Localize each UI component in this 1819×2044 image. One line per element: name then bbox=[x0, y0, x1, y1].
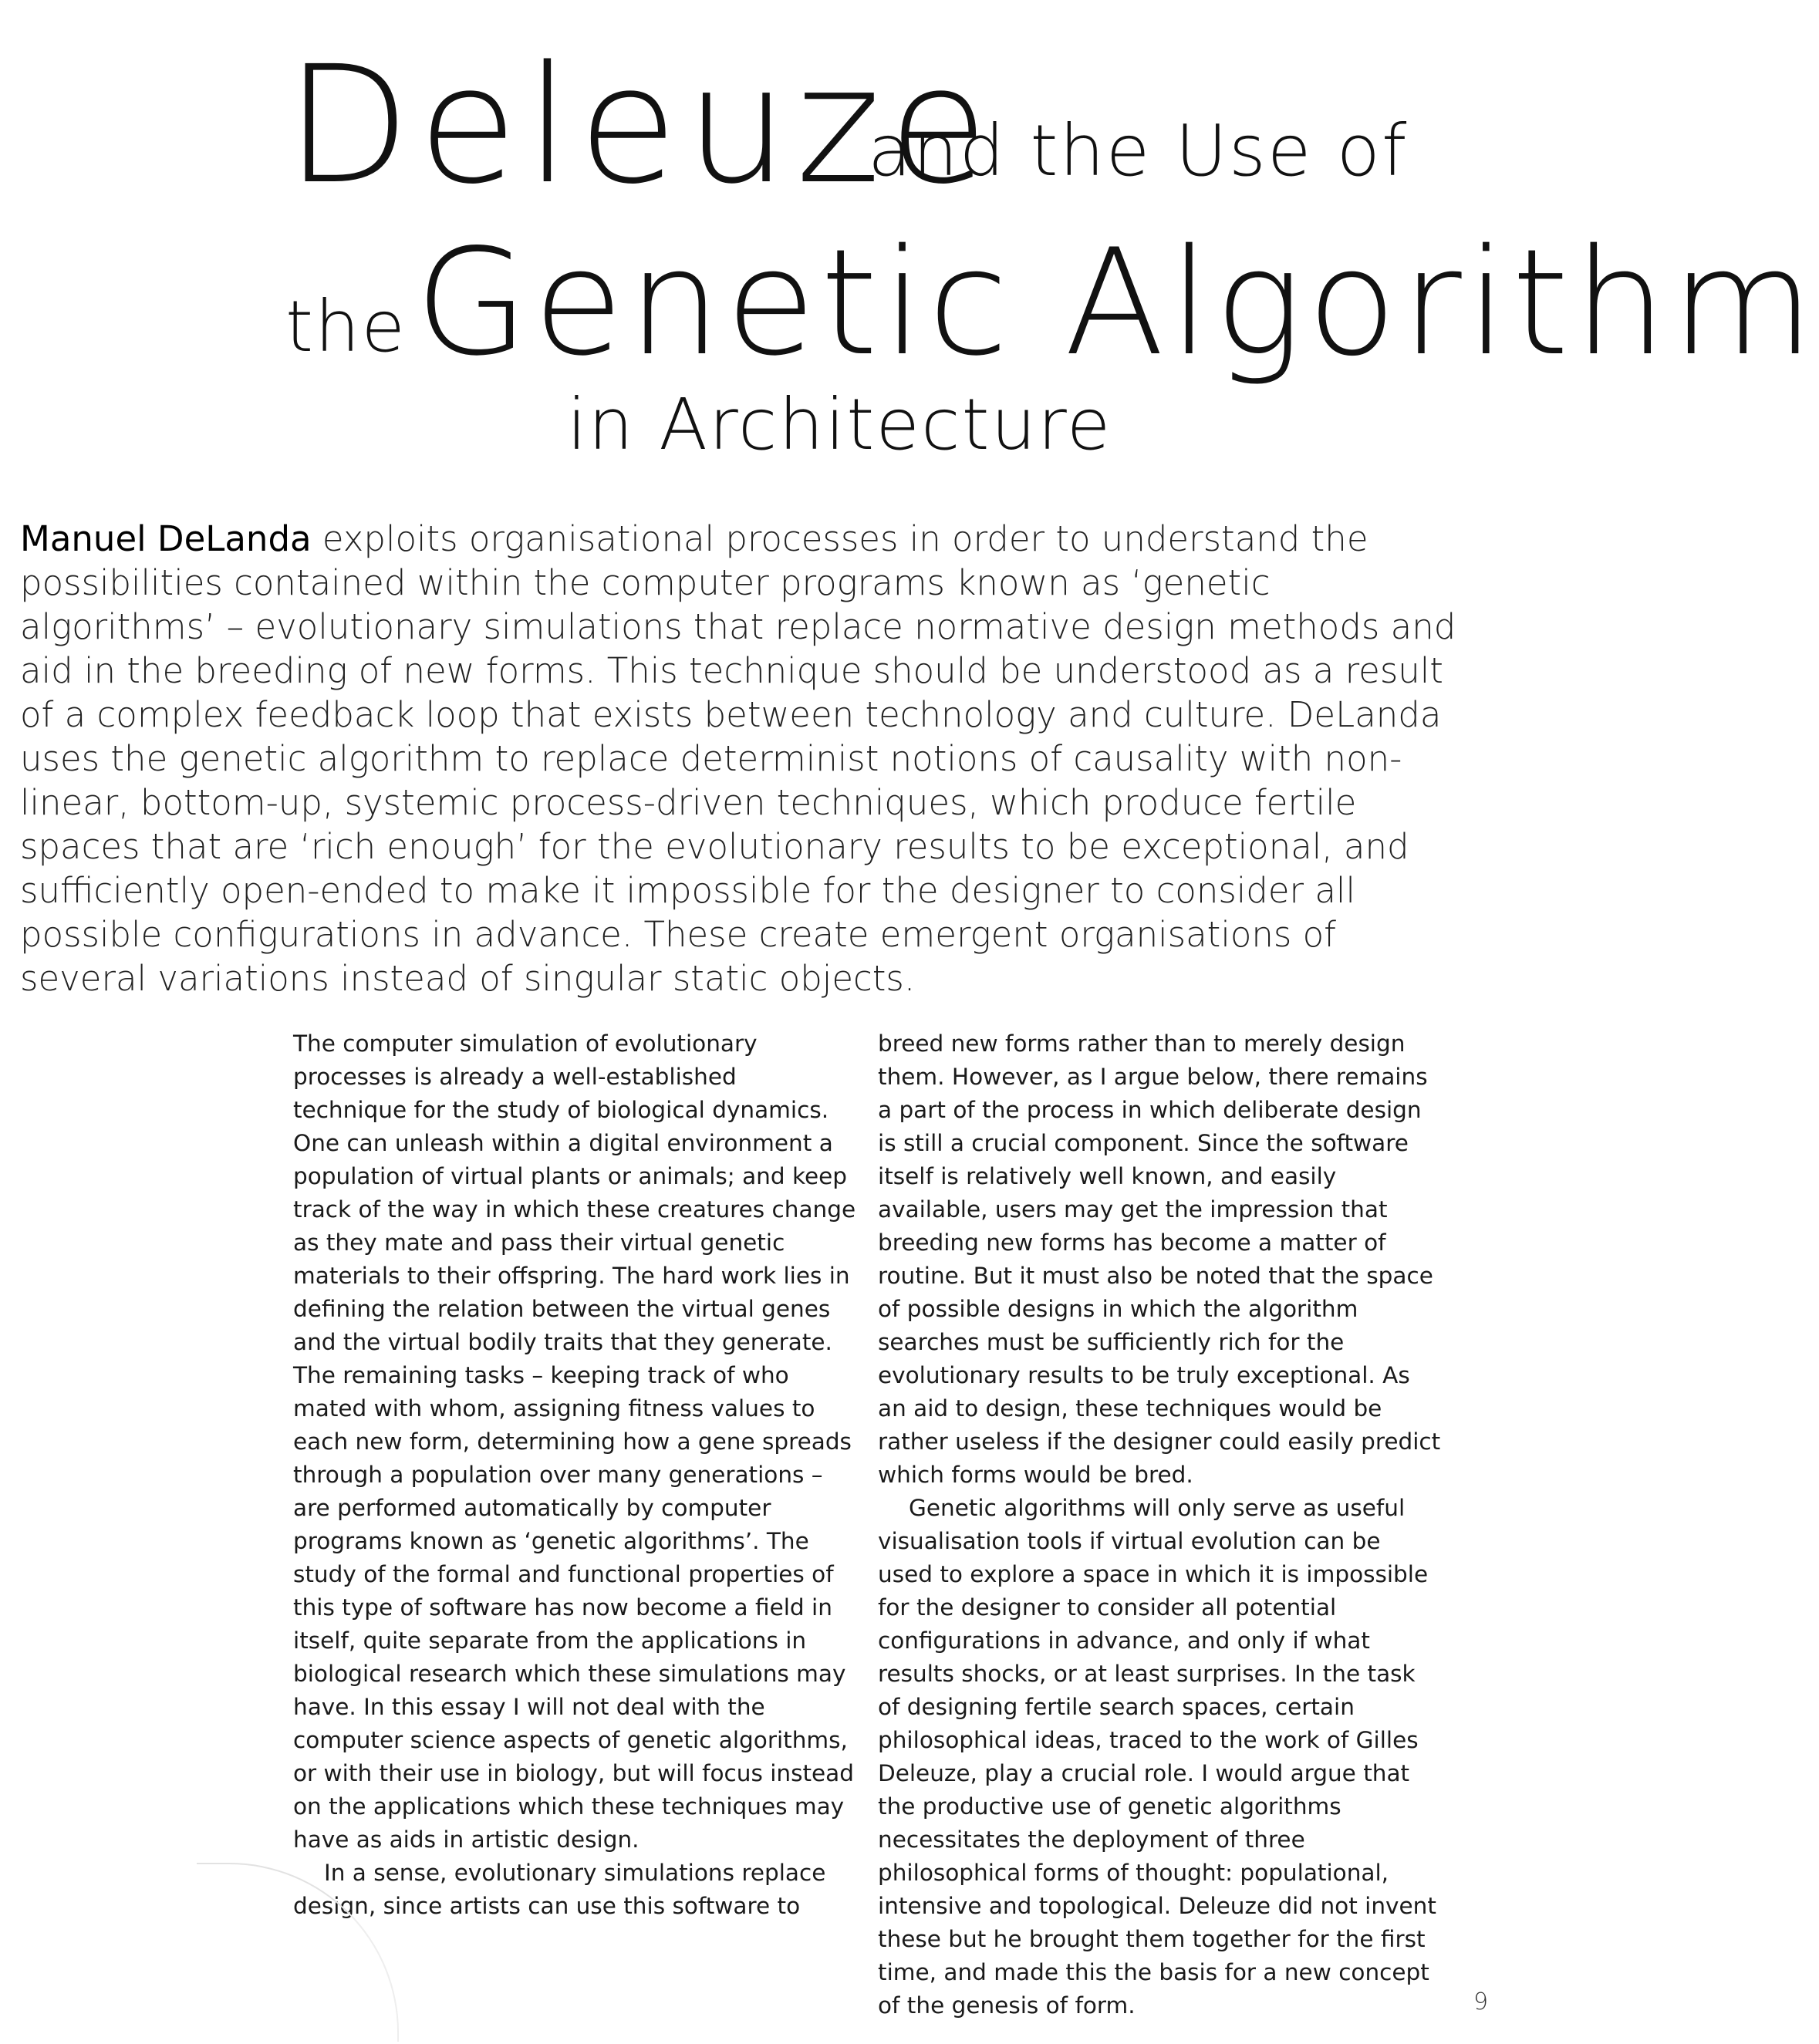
title-word-deleuze: Deleuze bbox=[285, 31, 996, 220]
body-paragraph: breed new forms rather than to merely design them. However, as I argue below, there remains a part of the process in which deliberate design is still a crucial component. Since the software itself is relatively well known, and easily available, users may get the impression that breeding new forms has become a matter of routine. But it must also be noted that the space of possible designs in which the algorithm searches must be sufficiently rich for the evolutionary results to be truly exceptional. As an aid to design, these techniques would be rather useless if the designer could easily predict which forms would be bred. bbox=[878, 1030, 1441, 1488]
title-word-the: the bbox=[285, 285, 407, 368]
body-paragraph: The computer simulation of evolutionary processes is already a well-established technique for the study of biological dynamics. One can unleash within a digital environment a population of virtual plants or animals; and keep track of the way in which these creatures change as they mate and pass their virtual genetic materials to their offspring. The hard work lies in defining the relation between the virtual genes and the virtual bodily traits that they generate. The remaining tasks – keeping track of who mated with whom, assigning fitness values to each new form, determining how a gene spreads through a population over many generations – are performed automatically by computer programs known as ‘genetic algorithms’. The study of the formal and functional properties of this type of software has now become a field in itself, quite separate from the applications in biological research which these simulations may have. In this essay I will not deal with the computer science aspects of genetic algorithms, or with their use in biology, but will focus instead on the applications which these techniques may have as aids in artistic design. bbox=[293, 1030, 856, 1853]
body-paragraph: Genetic algorithms will only serve as useful visualisation tools if virtual evolution can be used to explore a space in which it is impossible for the designer to consider all potential configurations in advance, and only if what results shocks, or at least surprises. In the task of designing fertile search spaces, certain philosophical ideas, traced to the work of Gilles Deleuze, play a crucial role. I would argue that the productive use of genetic algorithms necessitates the deployment of three philosophical forms of thought: populational, intensive and topological. Deleuze did not invent these but he brought them together for the first time, and made this the basis for a new concept of the genesis of form. bbox=[878, 1495, 1436, 2019]
standfirst bbox=[20, 517, 1470, 1000]
title-phrase-genetic-algorithm: Genetic Algorithm bbox=[415, 218, 1819, 388]
body-paragraph: In a sense, evolutionary simulations replace design, since artists can use this software to bbox=[293, 1860, 826, 1919]
standfirst-author: Manuel DeLanda bbox=[20, 518, 312, 559]
page-number: 9 bbox=[1473, 1988, 1489, 2015]
body-column-right bbox=[878, 1027, 1441, 2022]
standfirst-text: exploits organisational processes in order to understand the possibilities contained within the computer programs known as ‘genetic algorithms’ – evolutionary simulations that replace normative design methods and aid in the breeding of new forms. This technique should be understood as a result of a complex feedback loop that exists between technology and culture. DeLanda uses the genetic algorithm to replace determinist notions of causality with non-linear, bottom-up, systemic process-driven techniques, which produce fertile spaces that are ‘rich enough’ for the evolutionary results to be exceptional, and sufficiently open-ended to make it impossible for the designer to consider all possible configurations in advance. These create emergent organisations of several variations instead of singular static objects. bbox=[20, 518, 1456, 999]
title-phrase-in-architecture: in Architecture bbox=[567, 383, 1112, 466]
body-column-left bbox=[293, 1027, 856, 1923]
title-phrase-and-the-use-of: and the Use of bbox=[868, 110, 1409, 192]
